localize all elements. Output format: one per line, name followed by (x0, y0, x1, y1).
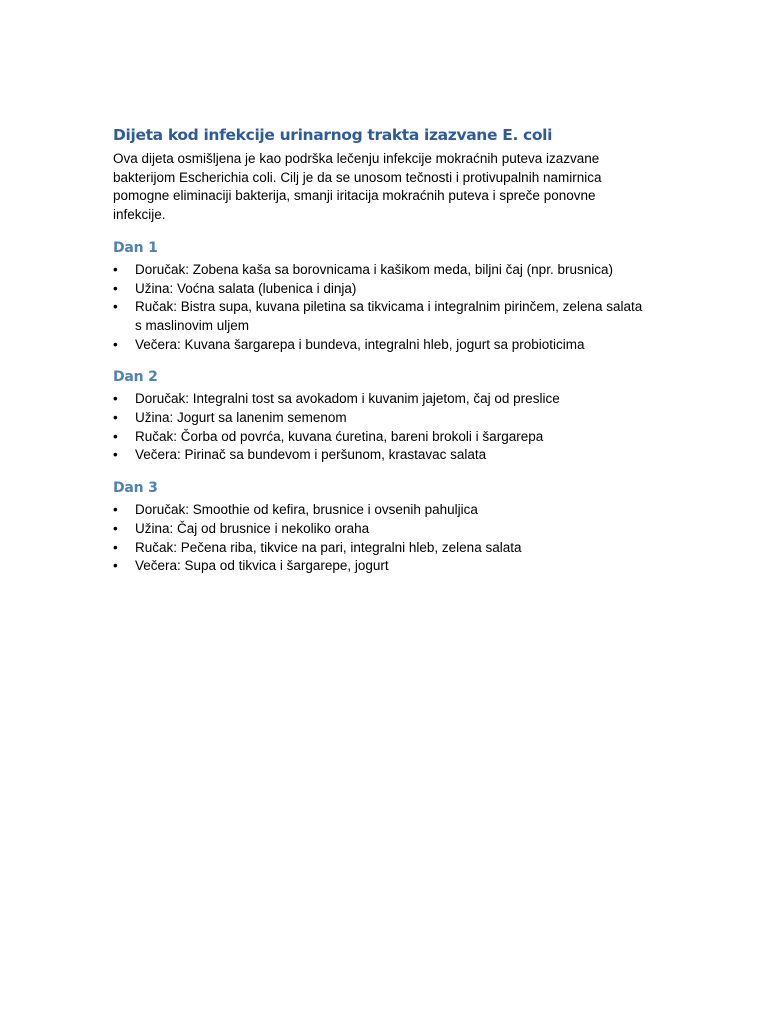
bullet-icon: • (113, 336, 118, 352)
bullet-icon: • (113, 539, 118, 555)
meal-text: Ručak: Čorba od povrća, kuvana ćuretina, bareni brokoli i šargarepa (135, 428, 544, 444)
meal-item (113, 409, 673, 428)
meal-item (113, 280, 673, 299)
intro-line: pomogne eliminaciji bakterija, smanji iritacija mokraćnih puteva i spreče ponovne (113, 188, 596, 204)
meal-text: Doručak: Zobena kaša sa borovnicama i kašikom meda, biljni čaj (npr. brusnica) (135, 261, 613, 277)
bullet-icon: • (113, 410, 118, 426)
day-section-3 (113, 478, 673, 576)
meal-text: Večera: Kuvana šargarepa i bundeva, integralni hleb, jogurt sa probioticima (135, 336, 585, 352)
bullet-icon: • (113, 520, 118, 536)
meal-text: Ručak: Pečena riba, tikvice na pari, integralni hleb, zelena salata (135, 539, 522, 555)
intro-line: Ova dijeta osmišljena je kao podrška lečenju infekcije mokraćnih puteva izazvane (113, 151, 600, 166)
meal-text: Doručak: Smoothie od kefira, brusnice i ovsenih pahuljica (135, 502, 478, 518)
bullet-icon: • (113, 558, 118, 574)
meal-text-continued: s maslinovim uljem (135, 317, 250, 333)
document-content (113, 124, 673, 576)
meal-list (113, 501, 673, 576)
intro-line: bakterijom Escherichia coli. Cilj je da se unosom tečnosti i protivupalnih namirnica (113, 169, 602, 185)
meal-item (113, 557, 673, 576)
meal-item (113, 501, 673, 520)
meal-item (113, 446, 673, 465)
bullet-icon: • (113, 502, 118, 518)
meal-item (113, 428, 673, 447)
bullet-icon: • (113, 299, 118, 315)
meal-text: Užina: Voćna salata (lubenica i dinja) (135, 280, 357, 296)
bullet-icon: • (113, 261, 118, 277)
meal-item (113, 261, 673, 280)
meal-text: Doručak: Integralni tost sa avokadom i kuvanim jajetom, čaj od preslice (135, 391, 560, 407)
day-heading: Dan 3 (113, 480, 158, 497)
day-heading: Dan 2 (113, 369, 158, 386)
meal-list (113, 261, 673, 355)
intro-line: infekcije. (113, 207, 166, 223)
intro-paragraph (113, 150, 673, 225)
meal-item (113, 298, 673, 335)
meal-text: Večera: Pirinač sa bundevom i peršunom, krastavac salata (135, 447, 487, 463)
meal-text: Večera: Supa od tikvica i šargarepe, jogurt (135, 558, 389, 574)
meal-text: Užina: Čaj od brusnice i nekoliko oraha (135, 520, 370, 536)
meal-item (113, 520, 673, 539)
day-heading: Dan 1 (113, 239, 158, 256)
document-title: Dijeta kod infekcije urinarnog trakta izazvane E. coli (113, 126, 553, 144)
meal-text: Užina: Jogurt sa lanenim semenom (135, 410, 347, 426)
meal-item (113, 336, 673, 355)
bullet-icon: • (113, 391, 118, 407)
day-section-2 (113, 367, 673, 465)
bullet-icon: • (113, 447, 118, 463)
meal-item (113, 539, 673, 558)
meal-item (113, 390, 673, 409)
meal-text: Ručak: Bistra supa, kuvana piletina sa tikvicama i integralnim pirinčem, zelena salata (135, 299, 643, 315)
day-section-1 (113, 238, 673, 355)
meal-list (113, 390, 673, 465)
bullet-icon: • (113, 280, 118, 296)
bullet-icon: • (113, 428, 118, 444)
